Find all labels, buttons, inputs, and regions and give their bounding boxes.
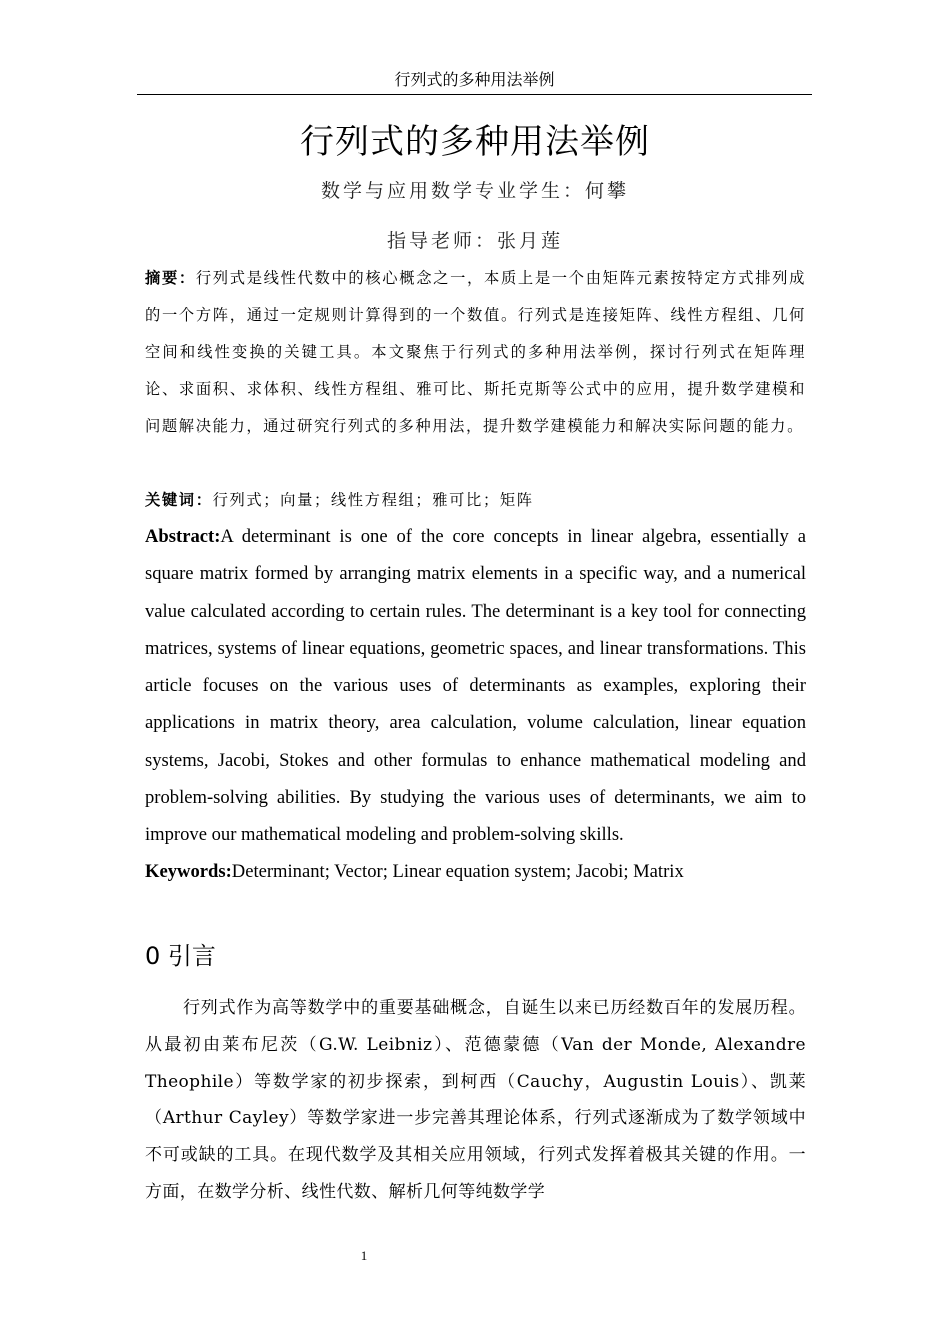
abstract-chinese-label: 摘要： [145,269,196,287]
keywords-english [145,853,806,890]
running-header-title: 行列式的多种用法举例 [394,70,555,89]
page-number: 1 [360,1248,368,1263]
abstract-english [145,518,806,854]
abstract-chinese [145,260,806,445]
keywords-chinese-label: 关键词： [145,491,213,509]
author-line: 数学与应用数学专业学生：何攀 [320,180,629,202]
keywords-chinese-text: 行列式；向量；线性方程组；雅可比；矩阵 [212,491,534,509]
introduction-paragraph: 行列式作为高等数学中的重要基础概念，自诞生以来已历经数百年的发展历程。从最初由莱布尼茨（G.W. Leibniz）、范德蒙德（Van der Monde, Alexandre Theophile）等数学家的初步探索，到柯西（Cauchy，Augustin Louis）、凯莱（Arthur Cayley）等数学家进一步完善其理论体系，行列式逐渐成为了数学领域中不可或缺的工具。在现代数学及其相关应用领域，行列式发挥着极其关键的作用。一方面，在数学分析、线性代数、解析几何等纯数学学 [145,998,806,1202]
keywords-chinese [145,482,806,519]
abstract-english-text: A determinant is one of the core concepts in linear algebra, essentially a square matrix formed by arranging matrix elements in a specific way, and a numerical value calculated according to certain rules. The determinant is a key tool for connecting matrices, systems of linear equations, geometric spaces, and linear transformations. This article focuses on the various uses of determinants as examples, exploring their applications in matrix theory, area calculation, volume calculation, linear equation systems, Jacobi, Stokes and other formulas to enhance mathematical modeling and problem-solving abilities. By studying the various uses of determinants, we aim to improve our mathematical modeling and problem-solving skills. [145,526,806,846]
running-header [137,70,812,95]
keywords-english-label: Keywords: [145,861,232,882]
keywords-english-text: Determinant; Vector; Linear equation system; Jacobi; Matrix [231,861,684,882]
advisor-line: 指导老师：张月莲 [386,230,563,252]
paper-title: 行列式的多种用法举例 [300,122,650,162]
abstract-english-label: Abstract: [145,526,221,547]
section-heading-introduction: 0 引言 [145,942,216,970]
abstract-chinese-text: 行列式是线性代数中的核心概念之一，本质上是一个由矩阵元素按特定方式排列成的一个方阵，通过一定规则计算得到的一个数值。行列式是连接矩阵、线性方程组、几何空间和线性变换的关键工具。本文聚焦于行列式的多种用法举例，探讨行列式在矩阵理论、求面积、求体积、线性方程组、雅可比、斯托克斯等公式中的应用，提升数学建模和问题解决能力，通过研究行列式的多种用法，提升数学建模能力和解决实际问题的能力。 [145,269,806,435]
